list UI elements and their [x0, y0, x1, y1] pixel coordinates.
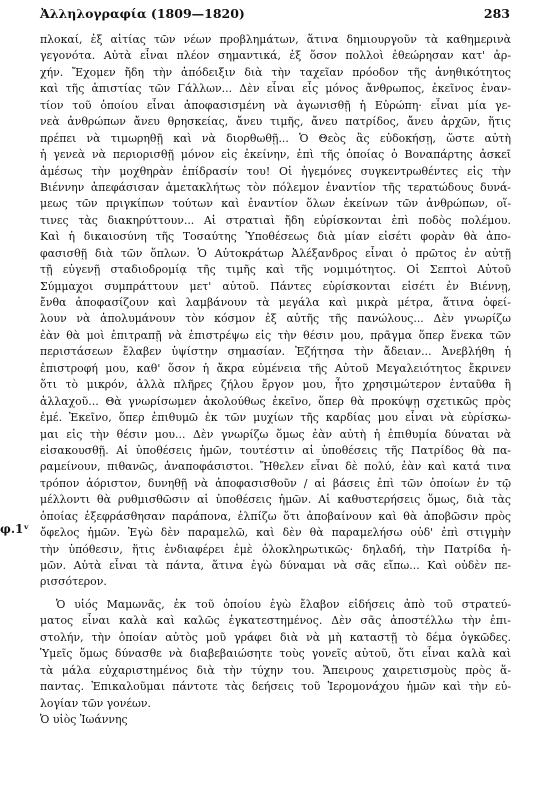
text-line: χήν. Ἔχομεν ἤδη τὴν ἀπόδειξιν διὰ τὴν ταχεῖαν πρόοδον τῆς ἀνηθικότητος — [40, 65, 511, 79]
folio-marginal-note: φ.1ᵛ — [0, 522, 30, 536]
text-line: τὴν ὑπόθεσιν, ἥτις ἐνδιαφέρει ἐμὲ ὁλοκληρωτικῶς· δηλαδή, τὴν Πατρίδα ἡ- — [40, 542, 511, 556]
text-line: ὅτι τὸ μικρόν, ἀλλὰ πλῆρες ζήλου ἔργον μου, ἦτο χρησιμώτερον ἐνταῦθα ἢ — [40, 378, 511, 392]
text-line: πρέπει νὰ τιμωρηθῇ καὶ νὰ διορθωθῇ... Ὁ Θεὸς ἂς εὐδοκήσῃ, ὥστε αὐτὴ — [40, 131, 511, 145]
page-header — [40, 6, 510, 24]
text-line: ἀμέσως τὴν μοχθηρὰν ἐπίδρασίν του! Οἱ ἡγεμόνες συγκεντρωθέντες εἰς τὴν — [40, 164, 511, 178]
paragraph-2 — [40, 597, 511, 712]
text-line: ἐπιστροφή μου, καθ' ὅσον ἡ ἄκρα εὐμένεια τῆς Αὐτοῦ Μεγαλειότητος ἔκρινεν — [40, 361, 511, 375]
text-line: λογίαν τῶν γονέων. — [40, 696, 151, 710]
text-line: καὶ τῆς ἀπιστίας τῶν Γάλλων... Δὲν εἶναι εἷς μόνος ἄνθρωπος, ἐκεῖνος ἐναν- — [40, 82, 511, 96]
text-line: ραμείνουν, πιθανῶς, ἀναποφάσιστοι. Ἤθελεν εἶναι δὲ πολύ, ἐὰν καὶ κατά τινα — [40, 460, 511, 474]
text-line: ὁποίας ἐξεφράσθησαν παράπονα, ἐλπίζω ὅτι ἀποβαίνουν καὶ θὰ ἀποβῶσιν πρὸς — [40, 509, 511, 523]
text-line: τὰ μάλα εὐχαριστημένος διὰ τὴν τύχην του. Ἄπειρους χαιρετισμοὺς πρὸς ἅ- — [40, 663, 511, 677]
text-line: τῇ εὐγενῇ σταδιοδρομίᾳ τῆς τιμῆς καὶ τῆς νομιμότητος. Οἱ Σεπτοὶ Αὐτοῦ — [40, 263, 511, 277]
text-line: μῶν. Αὐτὰ εἶναι τὰ πάντα, ἅτινα ἐγὼ δύναμαι νὰ σᾶς εἴπω... Καὶ οὐδὲν πε- — [40, 559, 511, 572]
paragraph-1 — [40, 32, 511, 591]
text-line: ἐὰν θὰ μοὶ ἐπιτραπῇ νὰ ἐπιστρέψω εἰς τὴν θέσιν μου, πρᾶγμα ὅπερ ἕνεκα τῶν — [40, 328, 511, 342]
text-line: μεως τῶν πριγκίπων τούτων καὶ ἐναντίον ὅλων ἐκείνων τῶν ἀνθρώπων, οἵ- — [40, 197, 511, 211]
running-title: Ἀλληλογραφία (1809—1820) — [40, 6, 245, 21]
text-line: μέλλοντι θὰ ρυθμισθῶσιν αἱ ὑποθέσεις ἡμῶν. Αἱ καθυστερήσεις ὅμως, διὰ τὰς — [40, 493, 511, 507]
text-line: Ὁ υἱός Μαμωνᾶς, ἐκ τοῦ ὁποίου ἐγὼ ἔλαβον εἰδήσεις ἀπὸ τοῦ στρατεύ- — [56, 597, 511, 611]
text-line: νεὰ ἀνθρώπων ἄνευ θρησκείας, ἄνευ τιμῆς, ἄνευ πατρίδος, ἄνευ ἀρχῶν, ἥτις — [40, 115, 511, 129]
text-line: Ὑμεῖς ὅμως δύνασθε νὰ διαβεβαιώσητε τοὺς γονεῖς αὐτοῦ, ὅτι εἶναι καλὰ καὶ — [40, 647, 511, 661]
text-line: τίον τοῦ ὁποίου εἶναι ἀποφασισμένη νὰ ἀγωνισθῇ ἡ Εὐρώπη· εἶναι μία γε- — [40, 98, 511, 112]
text-line: πλοκαί, ἐξ αἰτίας τῶν νέων προβλημάτων, ἅτινα δημιουργοῦν τὰ καθημερινὰ — [40, 33, 511, 46]
text-line: μαι εἰς τὴν θέσιν μου... Δὲν γνωρίζω ὅμως ἐὰν αὐτὴ ἡ ἐπιθυμία δύναται νὰ — [40, 427, 511, 441]
text-line: φασισθῇ διὰ τῶν ὅπλων. Ὁ Αὐτοκράτωρ Ἀλέξανδρος εἶναι ὁ πρῶτος ἐν αὐτῇ — [40, 246, 511, 260]
text-line: ἐμέ. Ἐκεῖνο, ὅπερ ἐπιθυμῶ ἐκ τῶν μυχίων τῆς καρδίας μου εἶναι νὰ εὑρίσκω- — [40, 411, 511, 425]
text-line: στολήν, τὴν ὁποίαν αὐτὸς μοῦ γράφει διὰ νὰ μὴ καταστῇ τὸ δέμα ὀγκῶδες. — [40, 630, 511, 644]
text-line: εἰσακουσθῇ. Αἱ ὑποθέσεις ἡμῶν, τουτέστιν αἱ ὑποθέσεις τῆς Πατρίδος θὰ πα- — [40, 443, 511, 457]
text-line: Καὶ ἡ δικαιοσύνη τῆς Τοσαύτης Ὑποθέσεως διὰ μίαν εἰσέτι φορὰν θὰ ἀπο- — [40, 230, 511, 244]
text-line: ὄφελος ἡμῶν. Ἐγὼ δὲν παραμελῶ, καὶ δὲν θὰ παραμελήσω οὐδ' ἐπὶ στιγμὴν — [40, 526, 511, 540]
text-line: ματος εἶναι καλὰ καὶ καλῶς ἐγκατεστημένος. Δὲν σᾶς ἀποστέλλω τὴν ἐπι- — [40, 614, 511, 628]
signature: Ὁ υἱὸς Ἰωάννης — [40, 712, 128, 726]
text-line: γεγονότα. Αὐτὰ εἶναι πλέον σημαντικά, ἐξ ὅσον πολλοὶ ἐθεώρησαν κατ' ἀρ- — [40, 49, 511, 63]
text-line: Σύμμαχοι συμπράττουν μετ' αὐτοῦ. Πάντες εὑρίσκονται εἰσέτι ἐν Βιέννῃ, — [40, 279, 511, 293]
text-line: τρόπον ἀόριστον, δυνηθῇ νὰ ἀποφασισθοῦν / αἱ βάσεις ἐπὶ τῶν ὁποίων ἐν τῷ — [40, 476, 511, 490]
text-line: ἔνθα ἀποφασίζουν καὶ λαμβάνουν τὰ μεγάλα καὶ μικρὰ μέτρα, ἅτινα ὀφεί- — [40, 296, 511, 309]
text-line: λουν νὰ ἀπολυμάνουν τὸν κόσμον ἐξ αὐτῆς τῆς πανώλους... Δὲν γνωρίζω — [40, 312, 511, 326]
text-line: ρισσότερον. — [40, 575, 107, 589]
letter-body — [40, 32, 511, 728]
page-number: 283 — [483, 6, 510, 21]
text-line: ἡ γενεὰ νὰ περιορισθῇ μόνον εἰς ἐκείνην, ἐπὶ τῆς ὁποίας ὁ Βοναπάρτης ἀσκεῖ — [40, 148, 511, 162]
text-line: Βιέννην ἀπεφάσισαν ἀμετακλήτως τὸν πόλεμον ἐναντίον τῆς τερατώδους δυνά- — [40, 180, 511, 194]
text-line: περιστάσεων ἔλαβεν ὑψίστην σημασίαν. Ἐζήτησα τὴν ἄδειαν... Ἀνεβλήθη ἡ — [40, 345, 511, 359]
text-line: ἀλλαχοῦ... Θὰ γνωρίσωμεν ἀκολούθως ἐκεῖνο, ὅπερ θὰ προκύψῃ σχετικῶς πρὸς — [40, 394, 511, 408]
text-line: τινες τὰς διακηρύττουν... Αἱ στρατιαὶ ἤδη εὑρίσκονται ἐπὶ ποδὸς πολέμου. — [40, 213, 511, 227]
text-line: παντας. Ἐπικαλοῦμαι πάντοτε τὰς δεήσεις τοῦ Ἱερομονάχου ἡμῶν καὶ τὴν εὐ- — [40, 680, 511, 694]
